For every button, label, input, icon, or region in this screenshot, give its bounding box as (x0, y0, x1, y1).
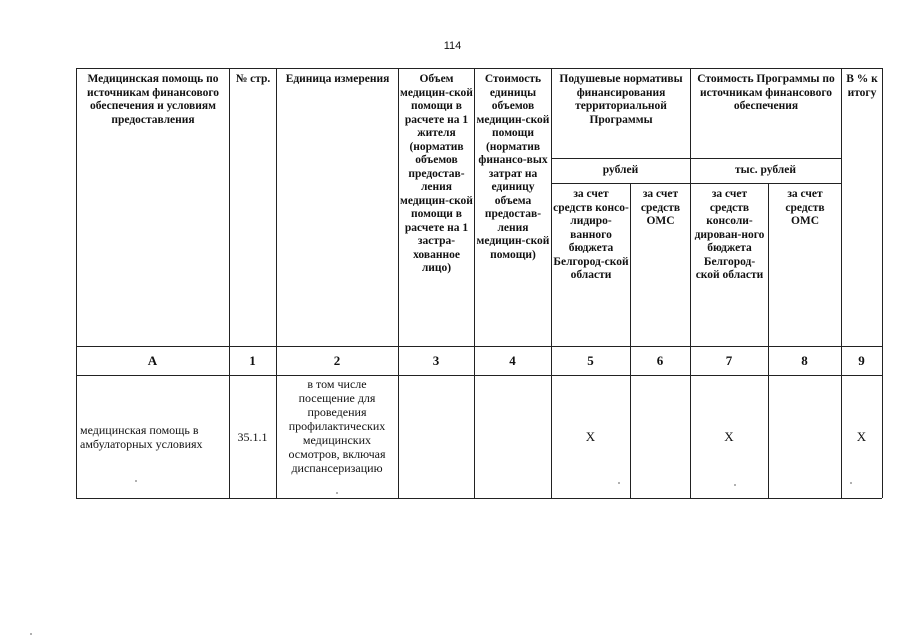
header-oms-8: за счет средств ОМС (785, 188, 825, 227)
scan-speck (850, 482, 852, 484)
header-care: Медицинская помощь по источникам финансового обеспечения и условиям предоставления (86, 73, 220, 126)
header-rubles: рублей (602, 164, 639, 177)
column-number-7: 7 (725, 353, 733, 368)
column-number-6: 6 (656, 353, 664, 368)
scan-speck (30, 633, 32, 635)
column-number-1: 1 (249, 353, 256, 368)
row-col6-value (630, 376, 690, 498)
row-col9-value: Х (856, 429, 867, 444)
scan-speck (618, 482, 620, 484)
scan-speck (734, 484, 736, 486)
header-volume: Объем медицин-ской помощи в расчете на 1 жителя (норматив объемов предостав-ления медицин-ской помощи в расчете на 1 застра-хованное лицо) (400, 73, 473, 274)
header-program-cost-group: Стоимость Программы по источникам финансового обеспечения (697, 73, 835, 112)
row-col5-value: Х (585, 429, 596, 444)
header-consolidated-budget-5: за счет средств консо-лидиро-ванного бюджета Белгород-ской области (553, 188, 629, 281)
row-unit: в том числе посещение для проведения профилактических медицинских осмотров, включая диспансеризацию (288, 377, 386, 475)
header-cost: Стоимость единицы объемов медицин-ской помощи (норматив финансо-вых затрат на единицу объема предостав-ления медицин-ской помощи) (476, 73, 550, 261)
header-thousand-rubles: тыс. рублей (735, 164, 796, 177)
row-care-text: медицинская помощь в амбулаторных условиях (80, 423, 203, 451)
column-number-3: 3 (432, 353, 440, 368)
scan-speck (135, 480, 137, 482)
header-oms-6: за счет средств ОМС (640, 188, 681, 227)
column-number-4: 4 (509, 353, 516, 368)
column-number-5: 5 (587, 353, 594, 368)
page-number: 114 (443, 40, 462, 52)
header-per-capita-group: Подушевые нормативы финансирования территориальной Программы (559, 73, 683, 126)
scan-speck (336, 492, 338, 494)
header-row-number: № стр. (235, 73, 271, 85)
column-number-9: 9 (858, 353, 865, 368)
column-number-a: А (147, 353, 158, 368)
column-number-8: 8 (801, 353, 808, 368)
header-consolidated-budget-7: за счет средств консоли-дирован-ного бюджета Белгород-ской области (694, 188, 765, 281)
row-col7-value: Х (724, 429, 734, 444)
row-volume (398, 376, 474, 498)
column-number-2: 2 (333, 353, 341, 368)
row-col8-value (768, 376, 841, 498)
row-number: 35.1.1 (237, 430, 268, 444)
row-cost (474, 376, 551, 498)
header-unit: Единица измерения (285, 73, 390, 85)
row-care (80, 376, 228, 498)
header-percent: В % к итогу (846, 73, 878, 99)
